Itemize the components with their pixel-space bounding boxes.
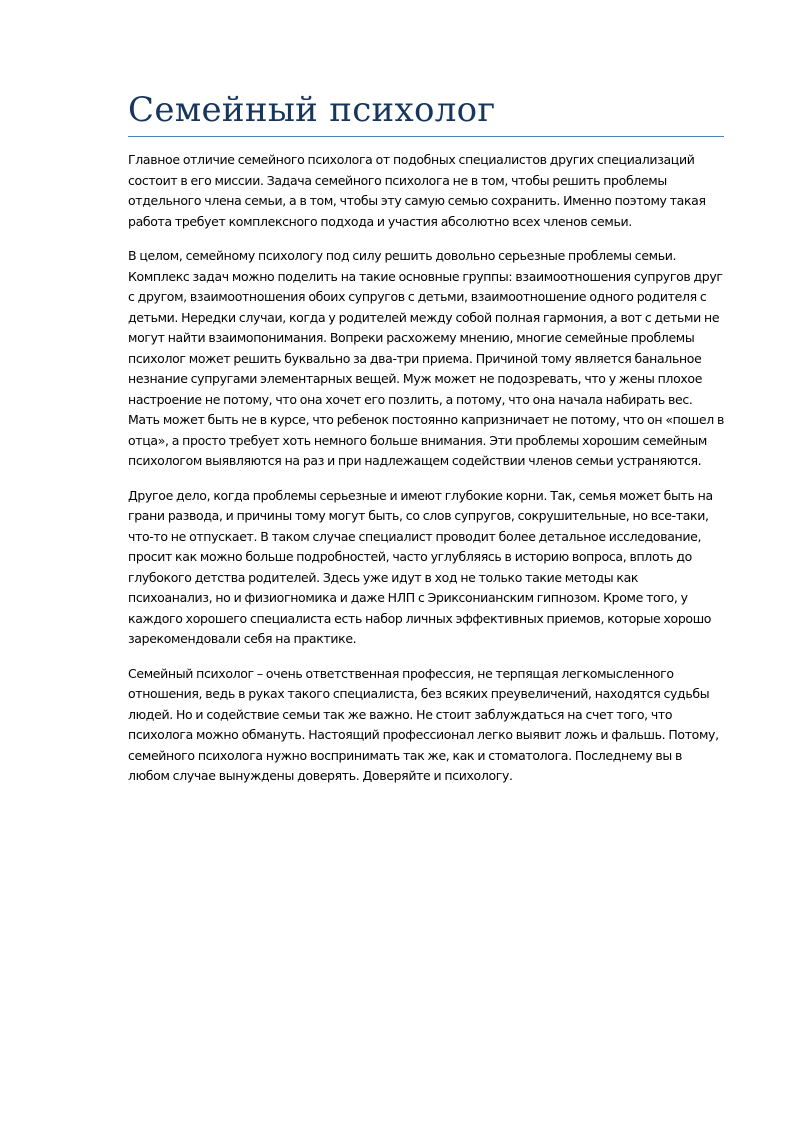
- document-body: [128, 150, 724, 801]
- paragraph-4: Семейный психолог – очень ответственная профессия, не терпящая легкомысленного отношения, ведь в руках такого специалиста, без всяких преувеличений, находятся судьбы людей. Но и содействие семьи так же важно. Не стоит заблуждаться на счет того, что психолога можно обмануть. Настоящий профессионал легко выявит ложь и фальшь. Потому, семейного психолога нужно воспринимать так же, как и стоматолога. Последнему вы в любом случае вынуждены доверять. Доверяйте и психологу.: [128, 665, 719, 783]
- paragraph-2: В целом, семейному психологу под силу решить довольно серьезные проблемы семьи. Комплекс задач можно поделить на такие основные группы: взаимоотношения супругов друг с другом, взаимоотношения обоих супругов с детьми, взаимоотношение одного родителя с детьми. Нередки случаи, когда у родителей между собой полная гармония, а вот с детьми не могут найти взаимопонимания. Вопреки расхожему мнению, многие семейные проблемы психолог может решить буквально за два-три приема. Причиной тому является банальное незнание супругами элементарных вещей. Муж может не подозревать, что у жены плохое настроение не потому, что она хочет его позлить, а потому, что она начала набирать вес. Мать может быть не в курсе, что ребенок постоянно капризничает не потому, что он «пошел в отца», а просто требует хоть немного больше внимания. Эти проблемы хорошим семейным психологом выявляются на раз и при надлежащем содействии членов семьи устраняются.: [128, 248, 724, 468]
- paragraph-3: Другое дело, когда проблемы серьезные и имеют глубокие корни. Так, семья может быть на грани развода, и причины тому могут быть, со слов супругов, сокрушительные, но все-таки, что-то не отпускает. В таком случае специалист проводит более детальное исследование, просит как можно больше подробностей, часто углубляясь в историю вопроса, вплоть до глубокого детства родителей. Здесь уже идут в ход не только такие методы как психоанализ, но и физиогномика и даже НЛП с Эриксонианским гипнозом. Кроме того, у каждого хорошего специалиста есть набор личных эффективных приемов, которые хорошо зарекомендовали себя на практике.: [128, 487, 713, 646]
- paragraph-1: Главное отличие семейного психолога от подобных специалистов других специализаций состоит в его миссии. Задача семейного психолога не в том, чтобы решить проблемы отдельного члена семьи, а в том, чтобы эту самую семью сохранить. Именно поэтому такая работа требует комплексного подхода и участия абсолютно всех членов семьи.: [128, 152, 706, 229]
- title-underline: [128, 136, 724, 137]
- page-title: Семейный психолог: [128, 90, 496, 130]
